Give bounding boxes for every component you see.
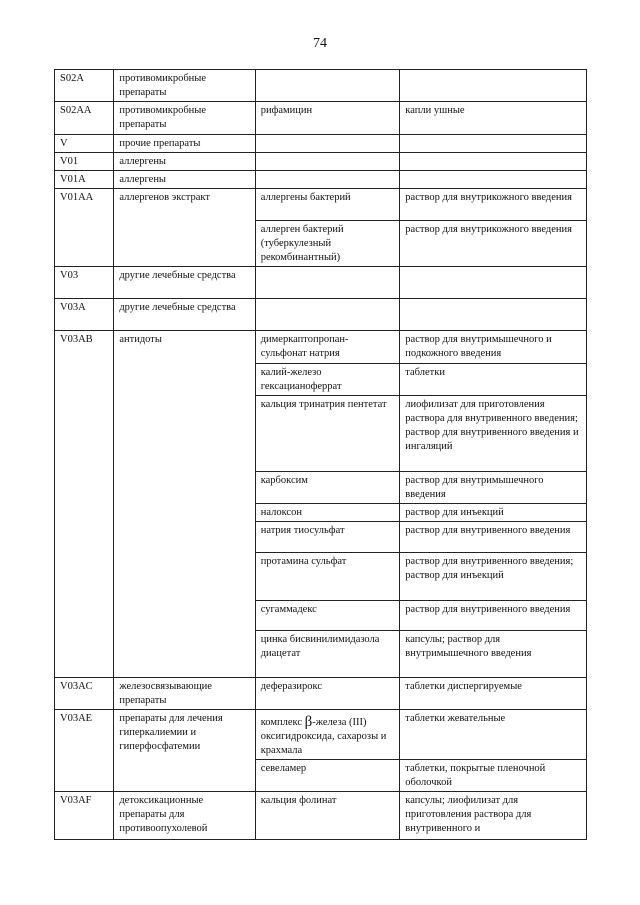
- atc-code-cell: V03AF: [55, 792, 114, 840]
- table-row: [55, 364, 587, 396]
- table-row: [55, 70, 587, 102]
- form-cell: [400, 135, 587, 153]
- drug-cell: [255, 70, 400, 102]
- atc-code-cell: V: [55, 135, 114, 153]
- drug-cell: аллерген бактерий (туберкулезный рекомбинантный): [255, 221, 400, 267]
- page-number: 74: [313, 36, 327, 51]
- group-cell: железосвязывающие препараты: [114, 678, 255, 710]
- drug-cell: [255, 299, 400, 331]
- form-cell: таблетки, покрытые пленочной оболочкой: [400, 760, 587, 792]
- group-cell: детоксикационные препараты для противоопухолевой: [114, 792, 255, 840]
- atc-code-cell: V01A: [55, 171, 114, 189]
- drug-cell: налоксон: [255, 504, 400, 522]
- form-line: раствор для инъекций: [405, 570, 504, 581]
- group-cell: [114, 601, 255, 631]
- group-cell: аллергенов экстракт: [114, 189, 255, 221]
- group-cell: [114, 396, 255, 472]
- drug-cell: [255, 267, 400, 299]
- atc-code-cell: S02AA: [55, 102, 114, 135]
- form-cell: таблетки диспергируемые: [400, 678, 587, 710]
- drug-cell: севеламер: [255, 760, 400, 792]
- drug-cell: цинка бисвинилимидазола диацетат: [255, 631, 400, 678]
- atc-code-cell: S02A: [55, 70, 114, 102]
- drug-cell: кальция тринатрия пентетат: [255, 396, 400, 472]
- drug-cell: сугаммадекс: [255, 601, 400, 631]
- group-cell: [114, 472, 255, 504]
- table-row: [55, 331, 587, 364]
- group-cell: [114, 522, 255, 553]
- atc-code-cell: V03AC: [55, 678, 114, 710]
- form-cell: раствор для внутримышечного введения: [400, 472, 587, 504]
- form-cell: раствор для инъекций: [400, 504, 587, 522]
- group-cell: другие лечебные средства: [114, 299, 255, 331]
- drug-name-prefix: комплекс: [260, 717, 305, 728]
- table-row: [55, 601, 587, 631]
- table-row: [55, 792, 587, 840]
- form-cell: раствор для внутрикожного введения: [400, 221, 587, 267]
- drug-cell: [255, 153, 400, 171]
- form-cell: таблетки жевательные: [400, 710, 587, 760]
- drug-cell: карбоксим: [255, 472, 400, 504]
- drug-cell: кальция фолинат: [255, 792, 400, 840]
- drug-cell: рифамицин: [255, 102, 400, 135]
- group-cell: противомикробные препараты: [114, 102, 255, 135]
- group-cell: [114, 364, 255, 396]
- table-row: [55, 710, 587, 760]
- table-row: [55, 221, 587, 267]
- group-cell: антидоты: [114, 331, 255, 364]
- table-row: [55, 171, 587, 189]
- drug-cell: [255, 135, 400, 153]
- table-row: [55, 472, 587, 504]
- atc-code-cell: [55, 472, 114, 504]
- table-row: [55, 396, 587, 472]
- drug-table: [54, 69, 587, 840]
- group-cell: препараты для лечения гиперкалиемии и гиперфосфатемии: [114, 710, 255, 760]
- group-cell: [114, 631, 255, 678]
- drug-cell: [255, 710, 400, 760]
- group-cell: прочие препараты: [114, 135, 255, 153]
- atc-code-cell: V03AB: [55, 331, 114, 364]
- group-cell: [114, 504, 255, 522]
- drug-cell: натрия тиосульфат: [255, 522, 400, 553]
- table-row: [55, 504, 587, 522]
- group-cell: [114, 553, 255, 601]
- atc-code-cell: [55, 631, 114, 678]
- table-row: [55, 678, 587, 710]
- table-row: [55, 631, 587, 678]
- table-row: [55, 102, 587, 135]
- group-cell: другие лечебные средства: [114, 267, 255, 299]
- table-row: [55, 760, 587, 792]
- atc-code-cell: V01: [55, 153, 114, 171]
- drug-name-rest: -железа (III) оксигидроксида, сахарозы и крахмала: [260, 717, 387, 756]
- form-cell: [400, 153, 587, 171]
- atc-code-cell: [55, 364, 114, 396]
- form-cell: [400, 267, 587, 299]
- table-row: [55, 189, 587, 221]
- form-cell: [400, 171, 587, 189]
- atc-code-cell: [55, 396, 114, 472]
- table-row: [55, 553, 587, 601]
- form-cell: капсулы; раствор для внутримышечного введения: [400, 631, 587, 678]
- form-cell: таблетки: [400, 364, 587, 396]
- group-cell: противомикробные препараты: [114, 70, 255, 102]
- form-cell: капсулы; лиофилизат для приготовления раствора для внутривенного и: [400, 792, 587, 840]
- group-cell: аллергены: [114, 171, 255, 189]
- form-cell: лиофилизат для приготовления раствора для внутривенного введения; раствор для внутривенного введения и ингаляций: [400, 396, 587, 472]
- form-cell: раствор для внутримышечного и подкожного введения: [400, 331, 587, 364]
- drug-cell: [255, 171, 400, 189]
- form-cell: раствор для внутрикожного введения: [400, 189, 587, 221]
- atc-code-cell: [55, 504, 114, 522]
- table-row: [55, 153, 587, 171]
- drug-cell: протамина сульфат: [255, 553, 400, 601]
- form-cell: [400, 299, 587, 331]
- atc-code-cell: [55, 221, 114, 267]
- atc-code-cell: V03AE: [55, 710, 114, 760]
- form-cell: раствор для внутривенного введения: [400, 601, 587, 631]
- form-cell: раствор для внутривенного введения: [400, 522, 587, 553]
- atc-code-cell: V01AA: [55, 189, 114, 221]
- drug-cell: аллергены бактерий: [255, 189, 400, 221]
- group-cell: аллергены: [114, 153, 255, 171]
- atc-code-cell: [55, 553, 114, 601]
- table-row: [55, 522, 587, 553]
- atc-code-cell: V03A: [55, 299, 114, 331]
- drug-cell: калий-железо гексацианоферрат: [255, 364, 400, 396]
- form-line: раствор для внутривенного введения;: [405, 556, 574, 567]
- table-row: [55, 135, 587, 153]
- atc-code-cell: [55, 601, 114, 631]
- atc-code-cell: [55, 760, 114, 792]
- form-cell: [400, 70, 587, 102]
- table-row: [55, 299, 587, 331]
- group-cell: [114, 221, 255, 267]
- drug-cell: деферазирокс: [255, 678, 400, 710]
- form-cell: [400, 553, 587, 601]
- beta-symbol: β: [304, 714, 313, 730]
- atc-code-cell: V03: [55, 267, 114, 299]
- table-row: [55, 267, 587, 299]
- form-cell: капли ушные: [400, 102, 587, 135]
- drug-cell: димеркаптопропан-сульфонат натрия: [255, 331, 400, 364]
- atc-code-cell: [55, 522, 114, 553]
- group-cell: [114, 760, 255, 792]
